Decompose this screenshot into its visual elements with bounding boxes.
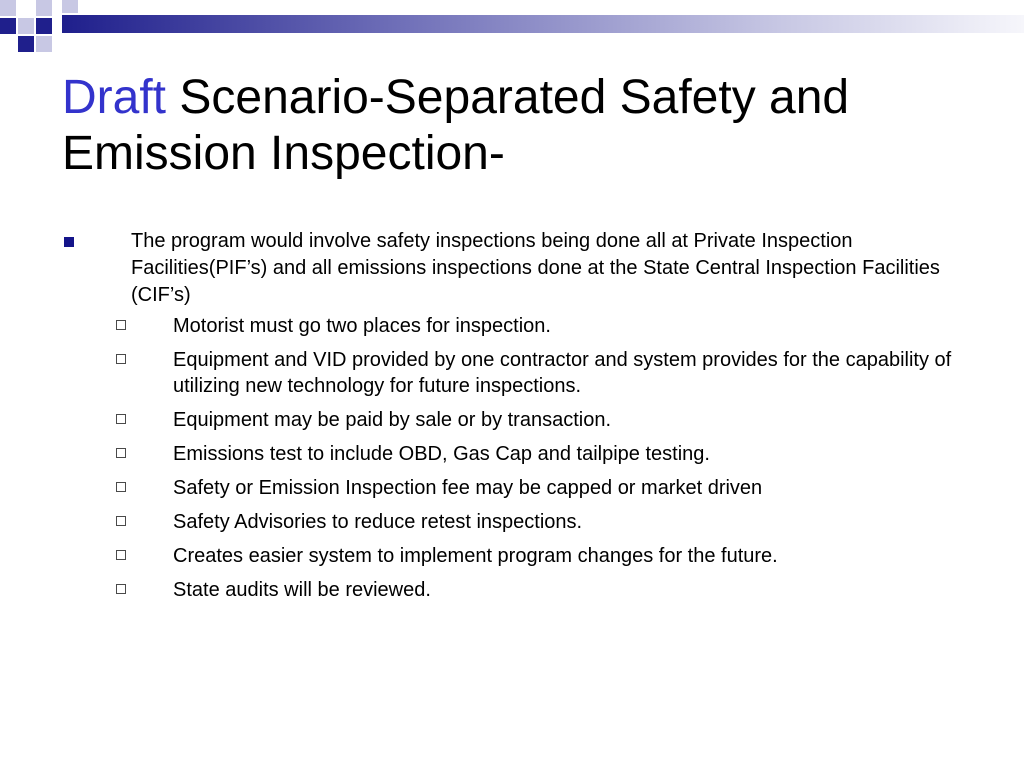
sub-bullet-item (62, 347, 963, 399)
hollow-square-bullet-icon (116, 482, 126, 492)
filled-square-bullet-icon (64, 237, 74, 247)
deco-square (0, 0, 16, 16)
sub-bullet-text: Safety Advisories to reduce retest inspections. (173, 511, 583, 533)
slide-body (62, 228, 982, 611)
deco-square (18, 18, 34, 34)
sub-bullet-item (62, 441, 963, 467)
hollow-square-bullet-icon (116, 414, 126, 424)
sub-bullet-text: Emissions test to include OBD, Gas Cap and tailpipe testing. (173, 443, 710, 465)
deco-square (36, 36, 52, 52)
sub-bullet-text: Motorist must go two places for inspection. (173, 315, 551, 337)
main-bullet-item (62, 228, 982, 309)
title-draft-label: Draft (62, 71, 167, 124)
sub-bullet-item (62, 509, 963, 535)
deco-square (36, 18, 52, 34)
hollow-square-bullet-icon (116, 516, 126, 526)
deco-square (0, 18, 16, 34)
hollow-square-bullet-icon (116, 448, 126, 458)
hollow-square-bullet-icon (116, 550, 126, 560)
sub-bullet-list (62, 313, 982, 603)
header-gradient-bar (62, 15, 1024, 33)
sub-bullet-text: Equipment and VID provided by one contractor and system provides for the capability of utilizing new technology for future inspections. (173, 349, 952, 397)
deco-square (36, 0, 52, 16)
hollow-square-bullet-icon (116, 584, 126, 594)
slide-title (62, 70, 1002, 182)
sub-bullet-item (62, 407, 963, 433)
hollow-square-bullet-icon (116, 354, 126, 364)
sub-bullet-text: Equipment may be paid by sale or by transaction. (173, 409, 612, 431)
title-text: Scenario-Separated Safety and Emission Inspection- (62, 71, 850, 180)
sub-bullet-item (62, 577, 963, 603)
sub-bullet-text: State audits will be reviewed. (173, 579, 431, 601)
deco-square (18, 0, 34, 16)
main-bullet-text: The program would involve safety inspections being done all at Private Inspection Facilities(PIF’s) and all emissions inspections done at the State Central Inspection Facilities (CIF’s) (131, 230, 940, 306)
deco-square (62, 0, 78, 13)
sub-bullet-text: Creates easier system to implement program changes for the future. (173, 545, 778, 567)
sub-bullet-item (62, 475, 963, 501)
sub-bullet-item (62, 543, 963, 569)
hollow-square-bullet-icon (116, 320, 126, 330)
deco-square (18, 36, 34, 52)
sub-bullet-text: Safety or Emission Inspection fee may be capped or market driven (173, 477, 763, 499)
sub-bullet-item (62, 313, 963, 339)
